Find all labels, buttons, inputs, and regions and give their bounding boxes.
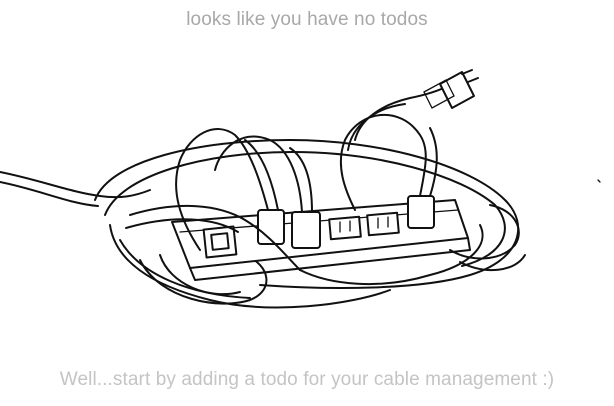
tangled-power-strip-icon — [0, 60, 614, 320]
empty-state-title: looks like you have no todos — [186, 9, 428, 30]
empty-state-message: Well...start by adding a todo for your cable management :) — [59, 369, 555, 390]
